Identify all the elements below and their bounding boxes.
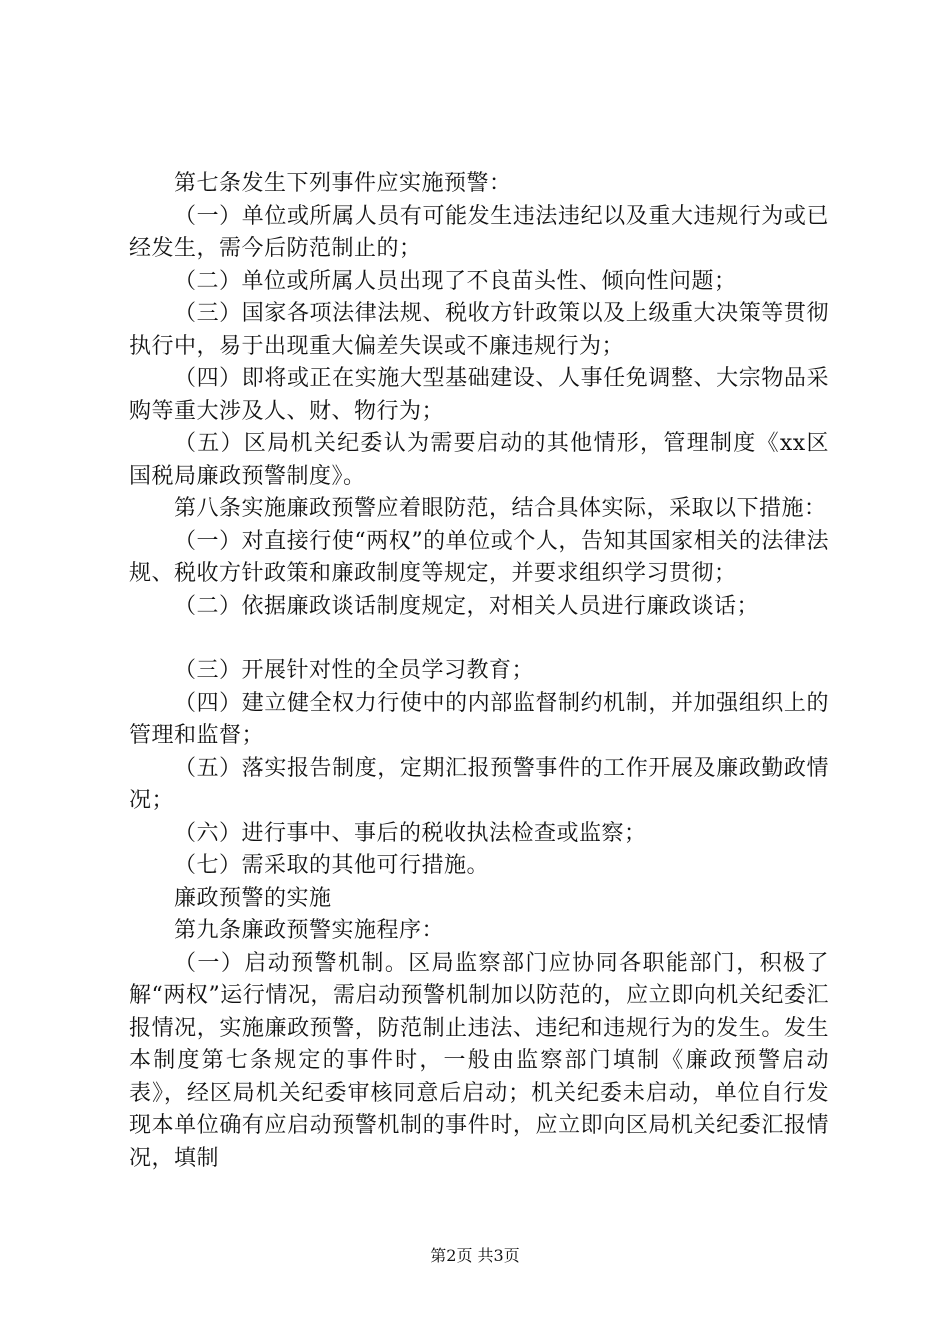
- document-body: [129, 168, 829, 1175]
- paragraph-8-item-4: （四）建立健全权力行使中的内部监督制约机制，并加强组织上的管理和监督；: [129, 690, 829, 748]
- paragraph-8-item-2: （二）依据廉政谈话制度规定，对相关人员进行廉政谈话；: [174, 593, 760, 619]
- page-footer: 第2页 共3页: [430, 1246, 520, 1265]
- paragraph-9-item-1: （一）启动预警机制。区局监察部门应协同各职能部门，积极了解“两权”运行情况，需启动预警机制加以防范的，应立即向机关纪委汇报情况，实施廉政预警，防范制止违法、违纪和违规行为的发生。发生本制度第七条规定的事件时，一般由监察部门填制《廉政预警启动表》，经区局机关纪委审核同意后启动；机关纪委未启动，单位自行发现本单位确有应启动预警机制的事件时，应立即向区局机关纪委汇报情况，填制: [129, 950, 829, 1171]
- paragraph-7-item-4: （四）即将或正在实施大型基础建设、人事任免调整、大宗物品采购等重大涉及人、财、物行为；: [129, 366, 829, 424]
- paragraph-7-item-3: （三）国家各项法律法规、税收方针政策以及上级重大决策等贯彻执行中，易于出现重大偏差失误或不廉违规行为；: [129, 301, 829, 359]
- section-heading: 廉政预警的实施: [174, 885, 332, 911]
- paragraph-8-item-7: （七）需采取的其他可行措施。: [174, 853, 490, 878]
- paragraph-8-item-3: （三）开展针对性的全员学习教育；: [174, 658, 535, 683]
- paragraph-8-item-6: （六）进行事中、事后的税收执法检查或监察；: [174, 820, 647, 846]
- paragraph-8-item-1: （一）对直接行使“两权”的单位或个人，告知其国家相关的法律法规、税收方针政策和廉政制度等规定，并要求组织学习贯彻；: [129, 528, 829, 586]
- paragraph-article-9: 第九条廉政预警实施程序：: [174, 918, 445, 943]
- paragraph-article-7: 第七条发生下列事件应实施预警：: [174, 171, 512, 196]
- paragraph-7-item-1: （一）单位或所属人员有可能发生违法违纪以及重大违规行为或已经发生，需今后防范制止的；: [129, 203, 829, 261]
- paragraph-8-item-5: （五）落实报告制度，定期汇报预警事件的工作开展及廉政勤政情况；: [129, 755, 829, 813]
- paragraph-7-item-2: （二）单位或所属人员出现了不良苗头性、倾向性问题；: [174, 268, 737, 294]
- paragraph-7-item-5: （五）区局机关纪委认为需要启动的其他情形，管理制度《xx区国税局廉政预警制度》。: [129, 431, 829, 489]
- paragraph-article-8: 第八条实施廉政预警应着眼防范，结合具体实际，采取以下措施：: [174, 496, 827, 521]
